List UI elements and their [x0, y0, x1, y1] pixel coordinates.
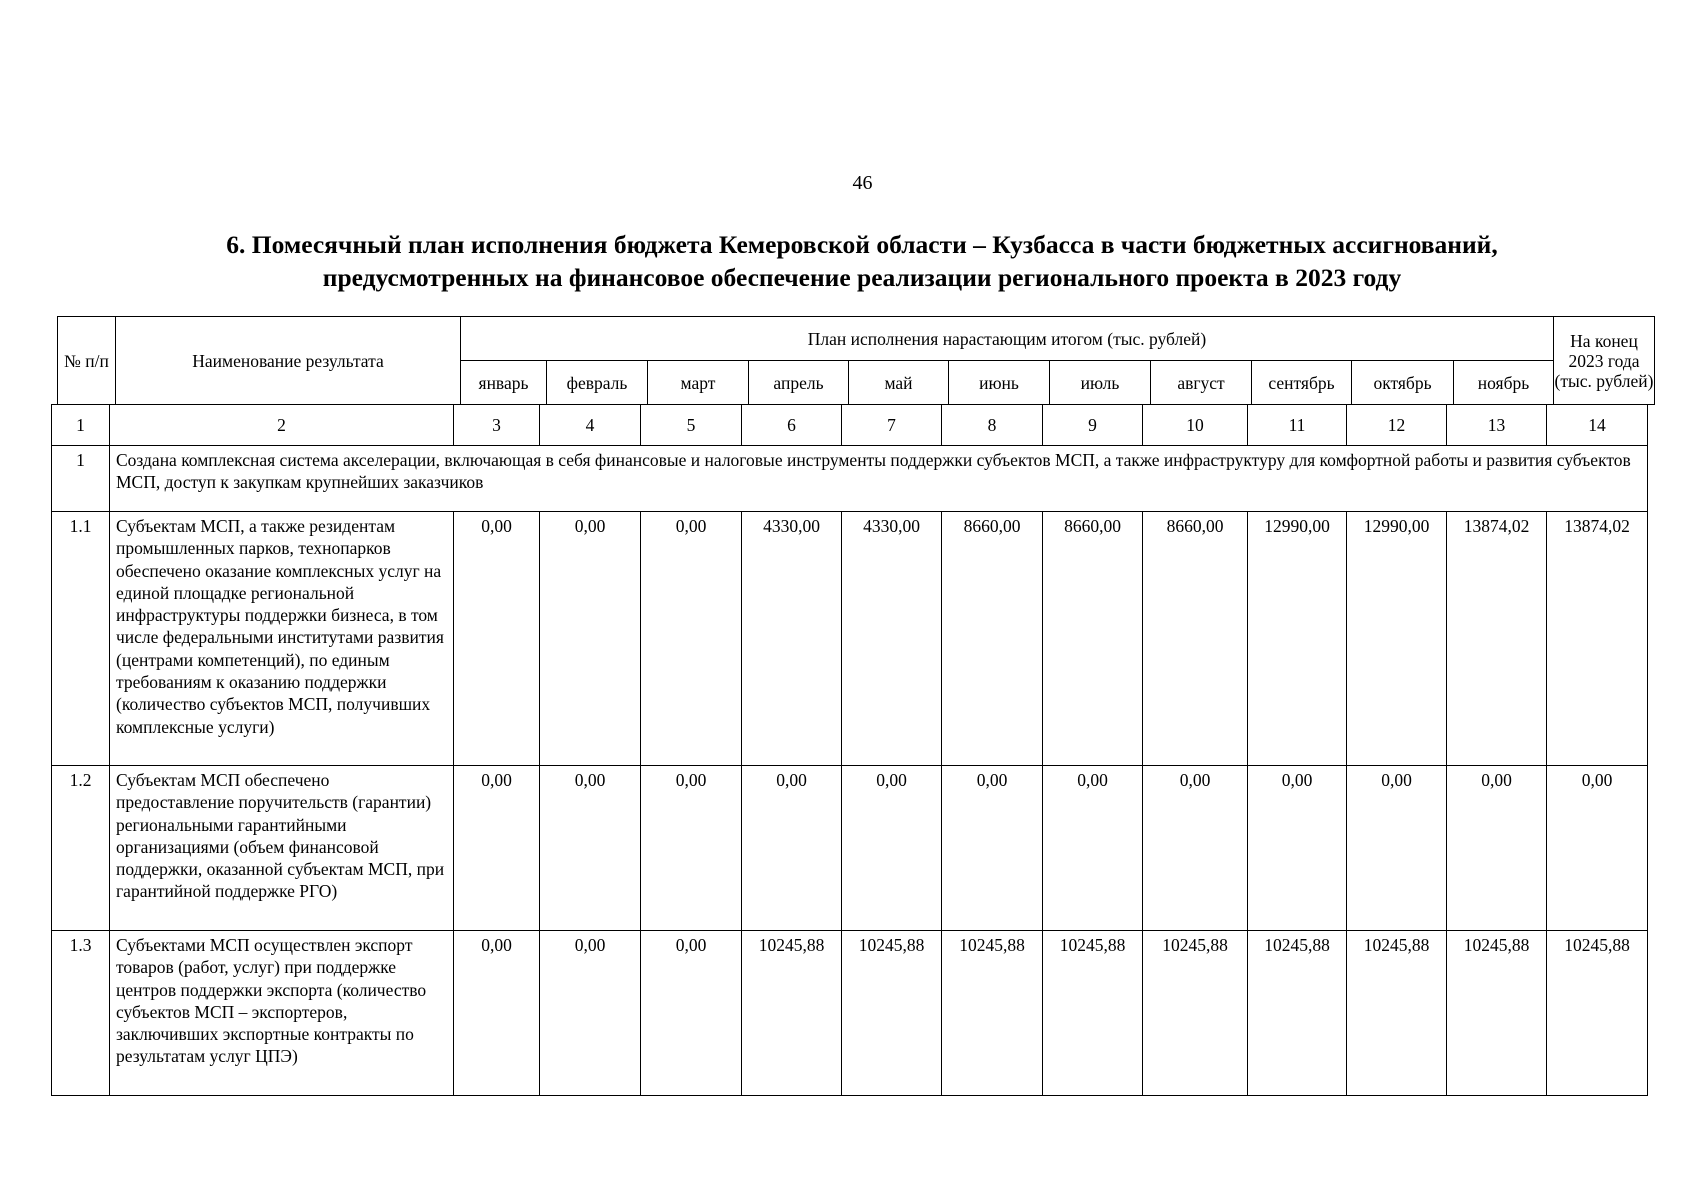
header-month: июнь — [949, 361, 1050, 405]
row-value: 0,00 — [1143, 766, 1248, 931]
header-month: сентябрь — [1252, 361, 1352, 405]
column-number: 13 — [1447, 405, 1547, 446]
title-line-1: 6. Помесячный план исполнения бюджета Кемеровской области – Кузбасса в части бюджетных ассигнований, — [226, 230, 1498, 259]
page-number: 46 — [852, 172, 873, 194]
row-value: 10245,88 — [1447, 931, 1547, 1096]
row-value: 10245,88 — [1347, 931, 1447, 1096]
column-number: 2 — [110, 405, 454, 446]
row-value: 0,00 — [1248, 766, 1347, 931]
column-number: 12 — [1347, 405, 1447, 446]
row-name: Субъектам МСП, а также резидентам промышленных парков, технопарков обеспечено оказание комплексных услуг на единой площадке региональной инфраструктуры поддержки бизнеса, в том числе федеральными институтами развития (центрами компетенций), по единым требованиям к оказанию поддержки (количество субъектов МСП, получивших комплексные услуги) — [110, 512, 454, 766]
row-value: 0,00 — [641, 931, 742, 1096]
header-month: май — [849, 361, 949, 405]
header-month: январь — [461, 361, 547, 405]
header-month: ноябрь — [1454, 361, 1554, 405]
row-value: 0,00 — [1347, 766, 1447, 931]
row-value: 0,00 — [540, 766, 641, 931]
title-line-2: предусмотренных на финансовое обеспечение реализации регионального проекта в 2023 году — [322, 263, 1402, 292]
row-value: 10245,88 — [1143, 931, 1248, 1096]
table-header — [57, 316, 1655, 405]
header-month: октябрь — [1352, 361, 1454, 405]
row-value: 10245,88 — [1043, 931, 1143, 1096]
row-num: 1.3 — [52, 931, 110, 1096]
row-name: Субъектам МСП обеспечено предоставление поручительств (гарантии) региональными гарантийными организациями (объем финансовой поддержки, оказанной субъектам МСП, при гарантийной поддержке РГО) — [110, 766, 454, 931]
header-month: апрель — [749, 361, 849, 405]
row-value: 13874,02 — [1547, 512, 1648, 766]
column-number: 10 — [1143, 405, 1248, 446]
row-value: 4330,00 — [842, 512, 942, 766]
budget-table — [51, 404, 1648, 1096]
row-value: 10245,88 — [1547, 931, 1648, 1096]
column-number: 4 — [540, 405, 641, 446]
row-value: 10245,88 — [842, 931, 942, 1096]
row-value: 10245,88 — [1248, 931, 1347, 1096]
section-row — [52, 446, 1648, 512]
row-value: 0,00 — [942, 766, 1043, 931]
header-plan-group: План исполнения нарастающим итогом (тыс. рублей) — [461, 317, 1554, 361]
section-num: 1 — [52, 446, 110, 512]
header-month: март — [648, 361, 749, 405]
column-number: 11 — [1248, 405, 1347, 446]
header-year-end: На конец 2023 года (тыс. рублей) — [1554, 317, 1655, 405]
row-name: Субъектами МСП осуществлен экспорт товаров (работ, услуг) при поддержке центров поддержки экспорта (количество субъектов МСП – экспортеров, заключивших экспортные контракты по результатам услуг ЦПЭ) — [110, 931, 454, 1096]
column-number: 8 — [942, 405, 1043, 446]
column-number: 1 — [52, 405, 110, 446]
row-num: 1.1 — [52, 512, 110, 766]
row-value: 12990,00 — [1248, 512, 1347, 766]
row-num: 1.2 — [52, 766, 110, 931]
row-value: 4330,00 — [742, 512, 842, 766]
header-num: № п/п — [58, 317, 116, 405]
header-month: июль — [1050, 361, 1151, 405]
row-value: 0,00 — [1547, 766, 1648, 931]
row-value: 0,00 — [540, 931, 641, 1096]
section-text: Создана комплексная система акселерации, включающая в себя финансовые и налоговые инструменты поддержки субъектов МСП, а также инфраструктуру для комфортной работы и развития субъектов МСП, доступ к закупкам крупнейших заказчиков — [110, 446, 1648, 512]
column-number: 7 — [842, 405, 942, 446]
row-value: 0,00 — [540, 512, 641, 766]
header-name: Наименование результата — [116, 317, 461, 405]
header-month: август — [1151, 361, 1252, 405]
row-value: 0,00 — [641, 766, 742, 931]
row-value: 13874,02 — [1447, 512, 1547, 766]
document-title — [100, 228, 1624, 294]
row-value: 0,00 — [1043, 766, 1143, 931]
row-value: 0,00 — [454, 931, 540, 1096]
column-number: 6 — [742, 405, 842, 446]
header-month: февраль — [547, 361, 648, 405]
table-row — [52, 512, 1648, 766]
column-number: 9 — [1043, 405, 1143, 446]
column-number: 14 — [1547, 405, 1648, 446]
row-value: 10245,88 — [942, 931, 1043, 1096]
row-value: 0,00 — [842, 766, 942, 931]
row-value: 8660,00 — [1143, 512, 1248, 766]
row-value: 0,00 — [454, 766, 540, 931]
row-value: 8660,00 — [1043, 512, 1143, 766]
row-value: 12990,00 — [1347, 512, 1447, 766]
row-value: 10245,88 — [742, 931, 842, 1096]
table-row — [52, 766, 1648, 931]
row-value: 0,00 — [742, 766, 842, 931]
row-value: 0,00 — [454, 512, 540, 766]
table-row — [52, 931, 1648, 1096]
column-number: 3 — [454, 405, 540, 446]
row-value: 0,00 — [641, 512, 742, 766]
row-value: 0,00 — [1447, 766, 1547, 931]
column-number: 5 — [641, 405, 742, 446]
row-value: 8660,00 — [942, 512, 1043, 766]
